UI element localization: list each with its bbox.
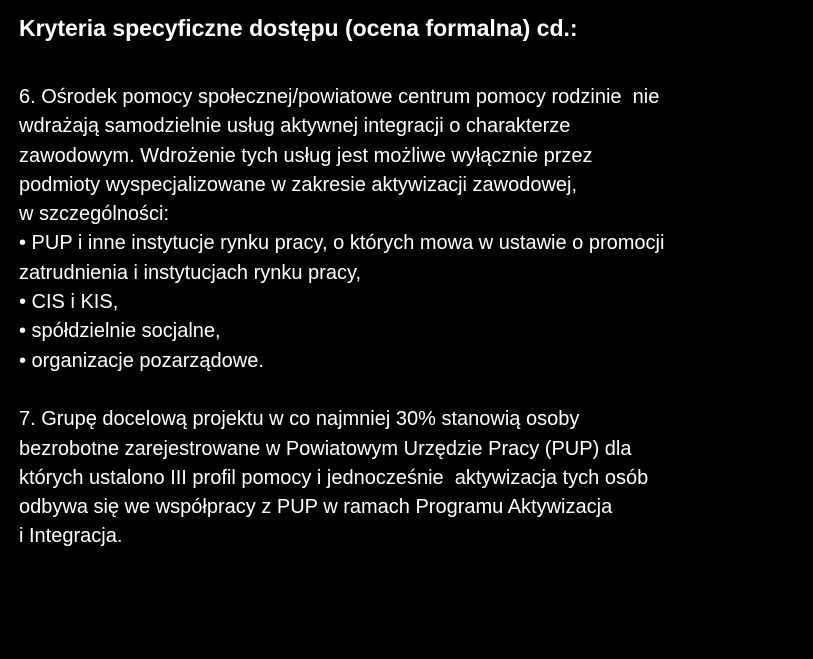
criterion-6 <box>19 83 809 376</box>
bullet-item-cis-kis: • CIS i KIS, <box>19 291 119 314</box>
bullet-item-social-cooperatives: • spółdzielnie socjalne, <box>19 320 221 343</box>
slide-title: Kryteria specyficzne dostępu (ocena formalna) cd.: <box>19 15 578 41</box>
criterion-7-line: których ustalono III profil pomocy i jednocześnie aktywizacja tych osób <box>19 466 649 489</box>
paragraph-spacer <box>19 376 809 405</box>
slide-body <box>19 83 809 552</box>
criterion-7-line: i Integracja. <box>19 525 123 548</box>
criterion-6-line: 6. Ośrodek pomocy społecznej/powiatowe centrum pomocy rodzinie nie <box>19 86 660 108</box>
criterion-6-line: wdrażają samodzielnie usług aktywnej integracji o charakterze <box>19 115 571 138</box>
criterion-6-line: w szczególności: <box>19 203 170 226</box>
bullet-item-pup-continued: zatrudnienia i instytucjach rynku pracy, <box>19 261 362 284</box>
bullet-item-pup: • PUP i inne instytucje rynku pracy, o których mowa w ustawie o promocji <box>19 232 665 255</box>
criterion-6-line: zawodowym. Wdrożenie tych usług jest możliwe wyłącznie przez <box>19 144 593 167</box>
criterion-7 <box>19 405 809 551</box>
criterion-6-line: podmioty wyspecjalizowane w zakresie aktywizacji zawodowej, <box>19 173 578 196</box>
criterion-7-line: odbywa się we współpracy z PUP w ramach Programu Aktywizacja <box>19 496 613 519</box>
bullet-item-ngos: • organizacje pozarządowe. <box>19 349 264 372</box>
criterion-7-line: 7. Grupę docelową projektu w co najmniej 30% stanowią osoby <box>19 408 580 431</box>
criterion-7-line: bezrobotne zarejestrowane w Powiatowym Urzędzie Pracy (PUP) dla <box>19 437 632 460</box>
